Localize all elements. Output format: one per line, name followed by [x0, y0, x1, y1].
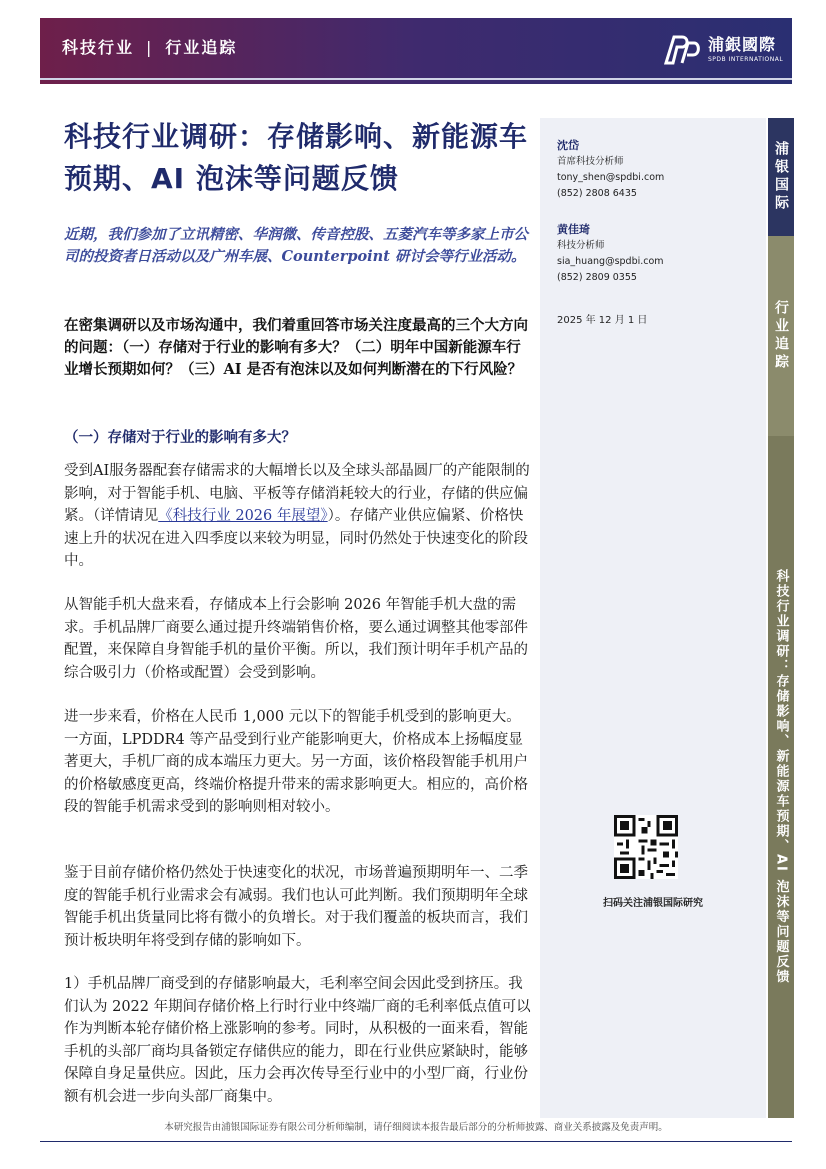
header-breadcrumb	[62, 18, 237, 78]
side-tab-type: 行业追踪	[768, 236, 794, 436]
analyst-email[interactable]: tony_shen@spdbi.com	[557, 172, 665, 183]
paragraph-4: 鉴于目前存储价格仍然处于快速变化的状况，市场普遍预期明年一、二季度的智能手机行业需求会有减弱。我们也认可此判断。我们预期明年全球智能手机出货量同比将有微小的负增长。对于我们覆盖的板块而言，我们预计板块明年将受到存储的影响如下。	[64, 865, 528, 949]
header-category: 科技行业	[62, 38, 135, 57]
report-abstract: 近期，我们参加了立讯精密、华润微、传音控股、五菱汽车等多家上市公司的投资者日活动以及广州车展、Counterpoint 研讨会等行业活动。	[64, 226, 528, 265]
analyst-name: 沈岱	[557, 139, 579, 152]
analyst-card-2	[557, 222, 664, 286]
paragraph-5: 1）手机品牌厂商受到的存储影响最大，毛利率空间会因此受到挤压。我们认为 2022 年期间存储价格上行时行业中终端厂商的毛利率低点值可以作为判断本轮存储价格上涨影响的参考。同时，从积极的一面来看，智能手机的头部厂商均具备锁定存储供应的能力，即在行业供应紧缺时，能够保障自身足量供应。因此，压力会再次传导至行业中的小型厂商，行业份额有机会进一步向头部厂商集中。	[64, 976, 531, 1105]
analyst-title: 首席科技分析师	[557, 156, 624, 167]
paragraph-1-text-a: 受到AI服务器配套存储需求的大幅增长以及全球头部晶圆厂的产能限制的影响，对于智能手机、电脑、平板等存储消耗较大的行业，存储的供应偏紧。（详情请见	[64, 463, 530, 524]
report-title: 科技行业调研：存储影响、新能源车预期、AI 泡沫等问题反馈	[64, 120, 529, 195]
analyst-email[interactable]: sia_huang@spdbi.com	[557, 256, 664, 267]
report-date: 2025 年 12 月 1 日	[557, 315, 648, 326]
report-lead: 在密集调研以及市场沟通中，我们着重回答市场关注度最高的三个大方向的问题：（一）存储对于行业的影响有多大？（二）明年中国新能源车行业增长预期如何？（三）AI 是否有泡沫以及如何判断潜在的下行风险？	[64, 317, 528, 378]
header-rule	[40, 78, 792, 80]
qr-caption: 扫码关注浦银国际研究	[603, 898, 703, 909]
analyst-name: 黄佳琦	[557, 223, 590, 236]
header-separator: |	[146, 38, 154, 57]
header-bar	[40, 18, 792, 84]
outlook-report-link[interactable]: 《科技行业 2026 年展望》	[158, 508, 328, 524]
analyst-phone: (852) 2809 0355	[557, 272, 637, 283]
spdb-logo-icon	[662, 33, 702, 67]
paragraph-2: 从智能手机大盘来看，存储成本上行会影响 2026 年智能手机大盘的需求。手机品牌厂商要么通过提升终端销售价格，要么通过调整其他零部件配置，来保障自身智能手机的量价平衡。所以，我们预计明年手机产品的综合吸引力（价格或配置）会受到影响。	[64, 597, 528, 681]
footer-disclaimer: 本研究报告由浦银国际证券有限公司分析师编制，请仔细阅读本报告最后部分的分析师披露、商业关系披露及免责声明。	[164, 1122, 668, 1133]
logo-en: SPDB INTERNATIONAL	[708, 56, 784, 63]
qr-code-icon	[614, 815, 678, 879]
section-heading-1: （一）存储对于行业的影响有多大？	[64, 429, 296, 446]
header-subcategory: 行业追踪	[165, 38, 238, 57]
spdb-logo	[662, 30, 783, 70]
paragraph-1-text-b: ）。存储产业供应偏紧、价格快速上升的状况在进入四季度以来较为明显，同时仍然处于快速变化的阶段中。	[64, 508, 528, 569]
side-tab-title: 科技行业调研：存储影响、新能源车预期、AI 泡沫等问题反馈	[768, 436, 794, 1118]
logo-cn: 浦銀國際	[708, 35, 777, 54]
analyst-phone: (852) 2808 6435	[557, 188, 637, 199]
side-tab-brand: 浦银国际	[768, 118, 794, 236]
footer-rule	[40, 1141, 792, 1142]
paragraph-1	[64, 460, 534, 573]
analyst-title: 科技分析师	[557, 240, 605, 251]
analyst-card-1	[557, 138, 664, 202]
paragraph-3: 进一步来看，价格在人民币 1,000 元以下的智能手机受到的影响更大。一方面，LPDDR4 等产品受到行业产能影响更大，价格成本上扬幅度显著更大，手机厂商的成本端压力更大。另一方面，该价格段智能手机用户的价格敏感度更高，终端价格提升带来的需求影响更大。相应的，高价格段的智能手机需求受到的影响则相对较小。	[64, 709, 528, 815]
